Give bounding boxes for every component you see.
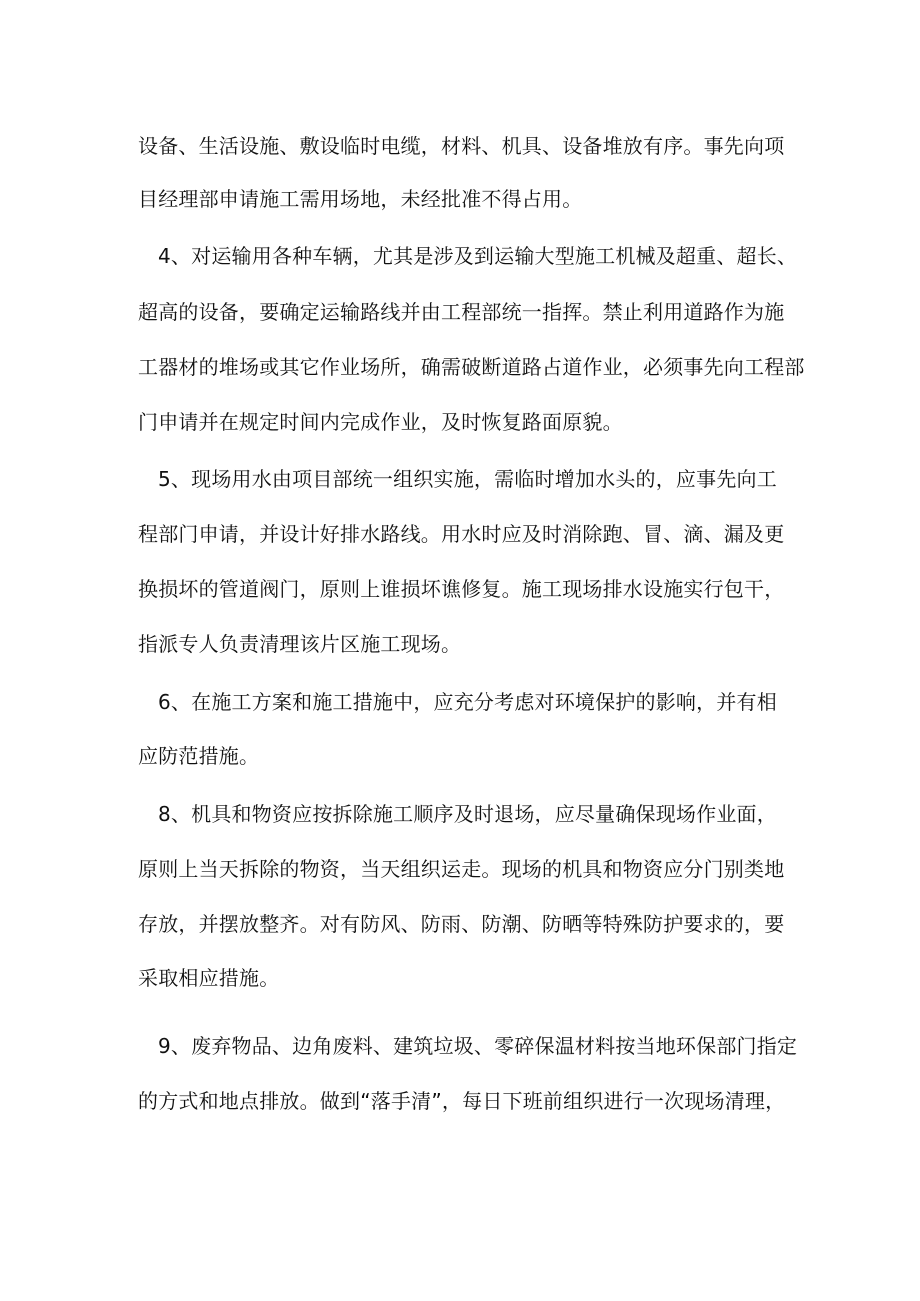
text-line: 超高的设备，要确定运输路线并由工程部统一指挥。禁止利用道路作为施 bbox=[138, 300, 785, 324]
text-line: 程部门申请，并设计好排水路线。用水时应及时消除跑、冒、滴、漏及更 bbox=[138, 522, 785, 546]
text-line: 应防范措施。 bbox=[138, 744, 260, 768]
text-line: 9、废弃物品、边角废料、建筑垃圾、零碎保温材料按当地环保部门指定 bbox=[158, 1034, 798, 1058]
text-line: 原则上当天拆除的物资，当天组织运走。现场的机具和物资应分门别类地 bbox=[138, 857, 785, 881]
text-line: 4、对运输用各种车辆，尤其是涉及到运输大型施工机械及超重、超长、 bbox=[158, 244, 798, 268]
text-line: 换损坏的管道阀门，原则上谁损坏谯修复。施工现场排水设施实行包干， bbox=[138, 577, 785, 601]
text-line: 存放，并摆放整齐。对有防风、防雨、防潮、防晒等特殊防护要求的，要 bbox=[138, 912, 785, 936]
text-line: 目经理部申请施工需用场地，未经批准不得占用。 bbox=[138, 187, 583, 211]
text-line: 工器材的堆场或其它作业场所，确需破断道路占道作业，必须事先向工程部 bbox=[138, 355, 805, 379]
text-line: 5、现场用水由项目部统一组织实施，需临时增加水头的，应事先向工 bbox=[158, 467, 777, 491]
text-line: 门申请并在规定时间内完成作业，及时恢复路面原貌。 bbox=[138, 410, 623, 434]
text-line: 6、在施工方案和施工措施中，应充分考虑对环境保护的影响，并有相 bbox=[158, 690, 777, 714]
text-line: 设备、生活设施、敷设临时电缆，材料、机具、设备堆放有序。事先向项 bbox=[138, 134, 785, 158]
text-line: 采取相应措施。 bbox=[138, 966, 280, 990]
text-line: 的方式和地点排放。做到“落手清”，每日下班前组织进行一次现场清理， bbox=[138, 1089, 786, 1113]
text-line: 指派专人负责清理该片区施工现场。 bbox=[138, 632, 462, 656]
text-line: 8、机具和物资应按拆除施工顺序及时退场，应尽量确保现场作业面， bbox=[158, 802, 777, 826]
